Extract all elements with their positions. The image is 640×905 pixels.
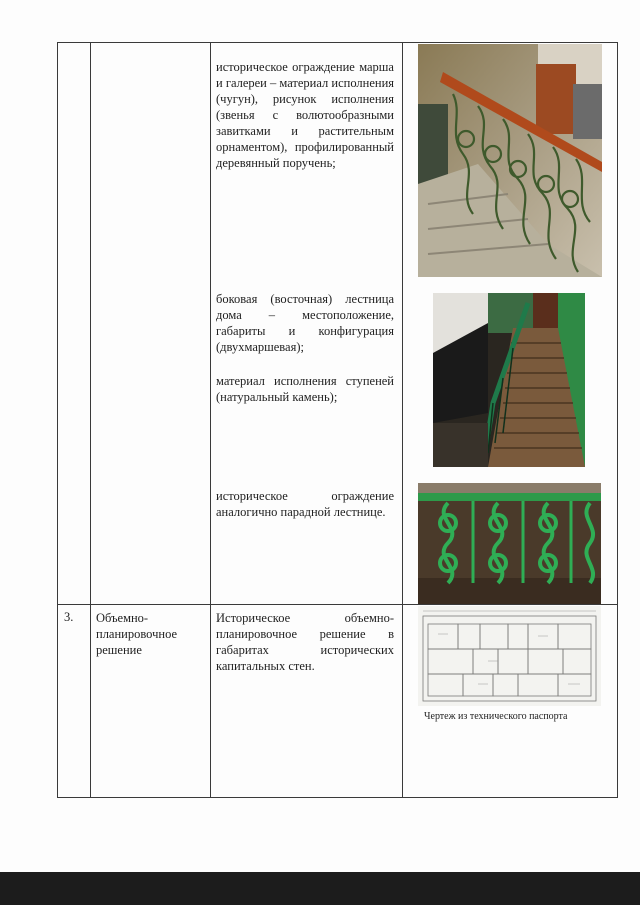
table-border-left xyxy=(57,42,58,798)
table-border-top xyxy=(57,42,618,43)
table-border-right xyxy=(617,42,618,798)
requirement-side-stair-text: боковая (восточная) лестница дома – местоположение, габариты и конфигурация (двухмаршевая); xyxy=(216,292,394,354)
plan-caption: Чертеж из технического паспорта xyxy=(424,711,568,722)
table-border-col3 xyxy=(402,42,403,798)
scan-bottom-edge xyxy=(0,872,640,905)
side-staircase-photo xyxy=(433,293,585,467)
table-border-col1 xyxy=(90,42,91,798)
table-row-divider xyxy=(57,604,618,605)
requirement-railing-text: историческое ограждение марша и галереи – материал исполнения (чугун), рисунок исполнения (звенья с волютообразными завитками и растительным орнаментом), профилированный деревянный поручень; xyxy=(216,60,395,170)
green-railing-photo xyxy=(418,483,601,604)
table-border-col2 xyxy=(210,42,211,798)
table-border-bottom xyxy=(57,797,618,798)
requirement-side-railing-text: историческое ограждение аналогично парадной лестнице. xyxy=(216,489,394,519)
requirement-layout-text: Историческое объемно-планировочное решение в габаритах исторических капитальных стен. xyxy=(216,611,394,673)
cast-iron-staircase-railing-photo xyxy=(418,44,602,277)
requirement-steps-material-text: материал исполнения ступеней (натуральный камень); xyxy=(216,374,394,404)
floor-plan-drawing xyxy=(418,606,601,706)
protected-subject-name: Объемно-планировочное решение xyxy=(96,611,178,657)
row-number: 3. xyxy=(64,610,74,624)
